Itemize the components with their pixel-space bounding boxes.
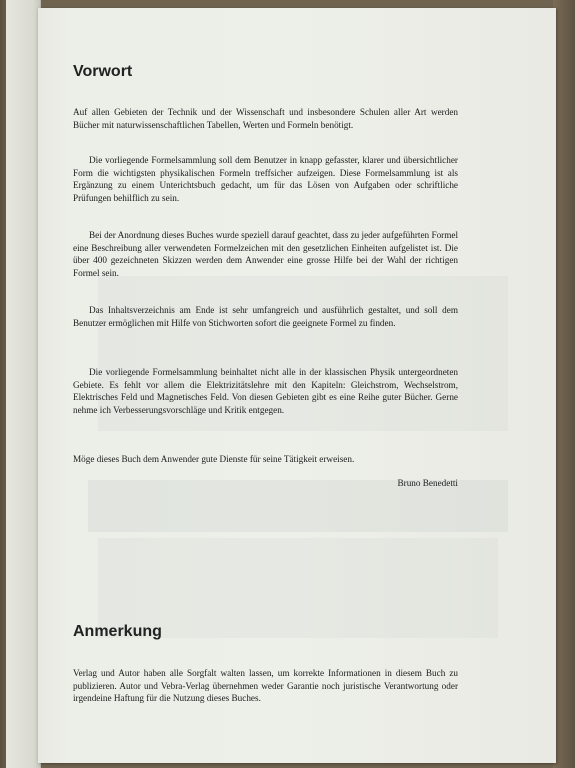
- vorwort-paragraph-3: Bei der Anordnung dieses Buches wurde speziell darauf geachtet, dass zu jeder aufgeführten Formel eine Beschreibung aller verwendeten Formelzeichen mit den gesetzlichen Einheiten aufgelistet ist. Die über 400 gezeichneten Skizzen werden dem Anwender eine grosse Hilfe bei der Wahl der richtigen Formel sein.: [73, 230, 458, 278]
- vorwort-paragraph-1: Auf allen Gebieten der Technik und der Wissenschaft und insbesondere Schulen aller Art werden Bücher mit naturwissenschaftlichen Tabellen, Werten und Formeln benötigt.: [73, 107, 458, 130]
- book-page: [38, 8, 556, 763]
- vorwort-paragraph-5: Die vorliegende Formelsammlung beinhaltet nicht alle in der klassischen Physik untergeordneten Gebiete. Es fehlt vor allem die Elektrizitätslehre mit den Kapiteln: Gleichstrom, Wechselstrom, Elektrisches Feld und Magnetisches Feld. Von diesen Gebieten gibt es eine Reihe guter Bücher. Gerne nehme ich Verbesserungsvorschläge und Kritik entgegen.: [73, 367, 458, 415]
- vorwort-paragraph-2: Die vorliegende Formelsammlung soll dem Benutzer in knapp gefasster, klarer und übersichtlicher Form die wichtigsten physikalischen Formeln treffsicher aufzeigen. Diese Formelsammlung ist als Ergänzung zu einem Unterichtsbuch gedacht, um für das Lösen von Aufgaben oder schriftliche Prüfungen behilflich zu sein.: [73, 155, 458, 203]
- desk-surface-right: [553, 0, 575, 768]
- vorwort-closing-line: Möge dieses Buch dem Anwender gute Dienste für seine Tätigkeit erweisen.: [73, 454, 355, 464]
- anmerkung-heading: Anmerkung: [73, 623, 162, 640]
- anmerkung-paragraph: Verlag und Autor haben alle Sorgfalt walten lassen, um korrekte Informationen in diesem Buch zu publizieren. Autor und Vebra-Verlag übernehmen weder Garantie noch juristische Verantwortung oder irgendeine Haftung für die Nutzung dieses Buches.: [73, 668, 458, 704]
- vorwort-paragraph-4: Das Inhaltsverzeichnis am Ende ist sehr umfangreich und ausführlich gestaltet, und soll dem Benutzer ermöglichen mit Hilfe von Stichworten sofort die geeignete Formel zu finden.: [73, 305, 458, 328]
- underlying-page-edge: [6, 0, 41, 768]
- vorwort-heading: Vorwort: [73, 63, 133, 80]
- author-signature: Bruno Benedetti: [397, 478, 458, 488]
